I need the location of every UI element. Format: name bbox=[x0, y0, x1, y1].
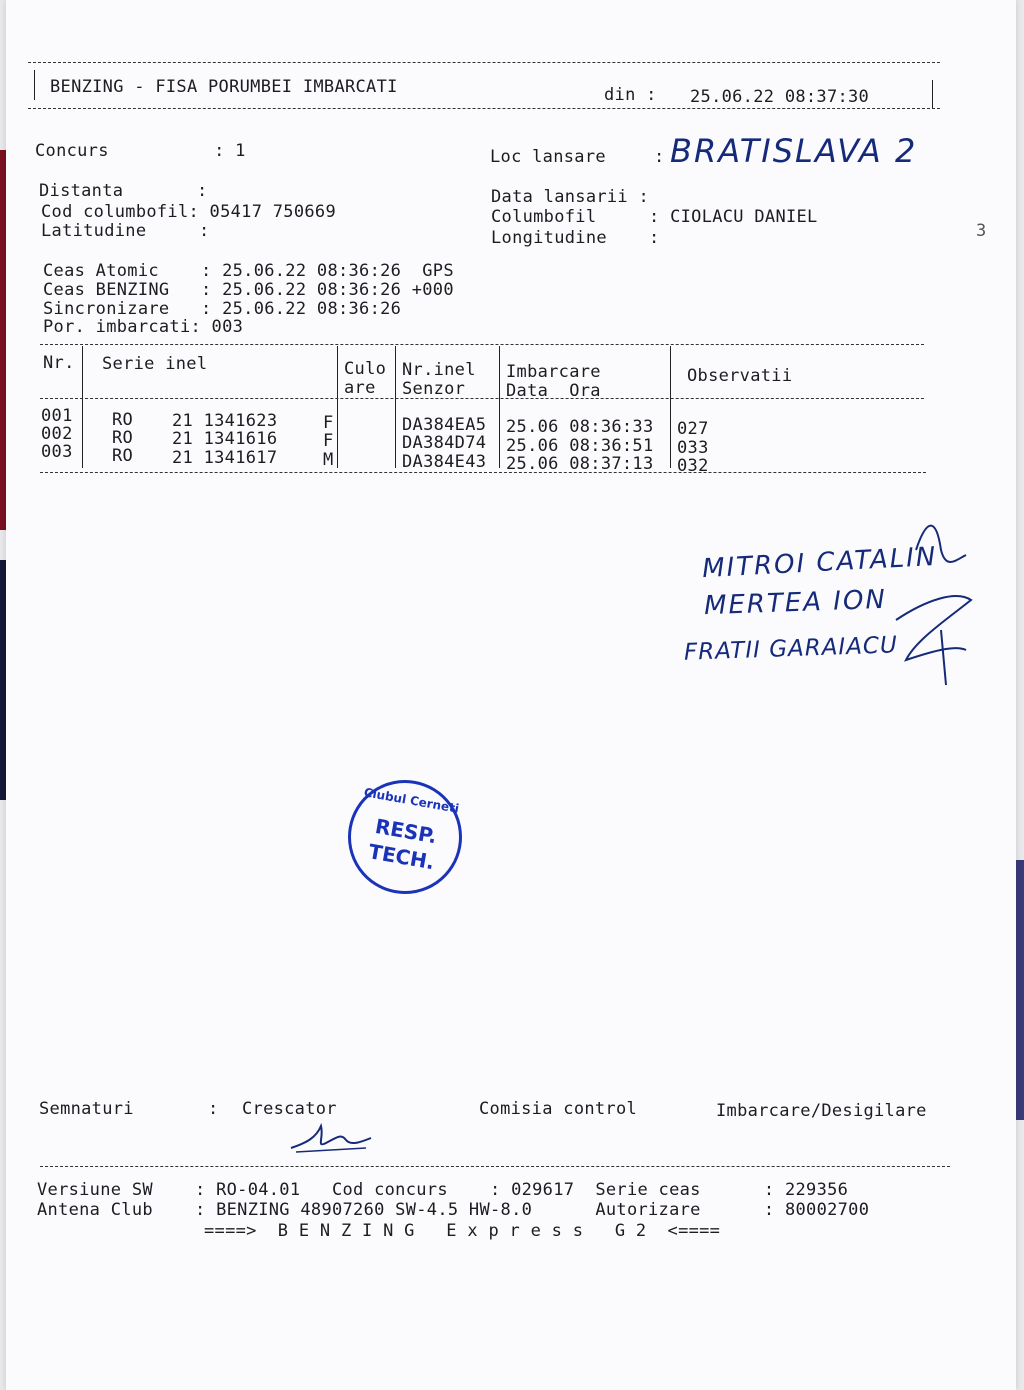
loc-lansare-colon: : bbox=[654, 147, 665, 167]
longitudine-line: Longitudine : bbox=[491, 228, 660, 248]
header-left-border bbox=[34, 70, 35, 100]
header-right-border bbox=[932, 80, 933, 108]
stamp-arc-text: Clubul Cerneti bbox=[362, 785, 461, 816]
header-top-rule bbox=[28, 62, 940, 63]
footer-line-1: Versiune SW : RO-04.01 Cod concurs : 029617 Serie ceas : 229356 bbox=[37, 1180, 849, 1200]
col-header-serie: Serie inel bbox=[102, 354, 208, 374]
footer-line-2: Antena Club : BENZING 48907260 SW-4.5 HW-8.0 Autorizare : 80002700 bbox=[37, 1200, 870, 1220]
semnaturi-label: Semnaturi bbox=[39, 1099, 134, 1119]
table-row-serie: 21 1341617 bbox=[172, 448, 278, 468]
comisia-control-label: Comisia control bbox=[479, 1099, 638, 1119]
table-row-datetime: 25.06 08:36:51 bbox=[506, 436, 654, 456]
table-row-sex: F bbox=[323, 413, 334, 433]
table-row-datetime: 25.06 08:36:33 bbox=[506, 417, 654, 437]
margin-mark: 3 bbox=[976, 221, 987, 241]
date-label: din : bbox=[604, 85, 657, 105]
table-col-divider bbox=[670, 346, 671, 468]
cod-columbofil-line: Cod columbofil: 05417 750669 bbox=[41, 202, 336, 222]
table-row-obs: 027 bbox=[677, 419, 709, 439]
sincronizare-line: Sincronizare : 25.06.22 08:36:26 bbox=[43, 299, 402, 319]
stamp-line-2: TECH. bbox=[366, 839, 437, 875]
table-row-serie: 21 1341616 bbox=[172, 429, 278, 449]
table-row-nr: 001 bbox=[41, 406, 73, 426]
footer-line-3: ====> B E N Z I N G E x p r e s s G 2 <==== bbox=[204, 1221, 721, 1241]
signature-scribble bbox=[886, 510, 986, 700]
col-header-nrinel-1: Nr.inel bbox=[402, 360, 476, 380]
table-row-senzor: DA384D74 bbox=[402, 433, 487, 453]
header-bottom-rule bbox=[28, 108, 940, 109]
handwritten-name-2: MERTEA ION bbox=[703, 584, 888, 622]
table-header-rule bbox=[40, 398, 924, 399]
ceas-atomic-line: Ceas Atomic : 25.06.22 08:36:26 GPS bbox=[43, 261, 454, 281]
col-header-nr: Nr. bbox=[43, 353, 75, 373]
col-header-imbarcare-2: Data Ora bbox=[506, 381, 601, 401]
stamp-line-1: RESP. bbox=[373, 813, 439, 849]
table-col-divider bbox=[337, 346, 338, 468]
col-header-observatii: Observatii bbox=[687, 366, 793, 386]
handwritten-name-1: MITROI CATALIN bbox=[701, 541, 939, 585]
table-col-divider bbox=[82, 346, 83, 468]
table-row-obs: 032 bbox=[677, 456, 709, 476]
por-imbarcati-line: Por. imbarcati: 003 bbox=[43, 317, 244, 337]
table-row-serie: 21 1341623 bbox=[172, 411, 278, 431]
table-row-country: RO bbox=[112, 428, 134, 448]
table-row-senzor: DA384EA5 bbox=[402, 415, 487, 435]
footer-rule bbox=[40, 1166, 950, 1167]
imbarcare-desigilare-label: Imbarcare/Desigilare bbox=[716, 1101, 927, 1121]
table-col-divider bbox=[395, 346, 396, 468]
table-col-divider bbox=[499, 346, 500, 468]
handwritten-name-3: FRATII GARAIACU bbox=[683, 632, 899, 666]
table-row-country: RO bbox=[112, 446, 134, 466]
table-row-nr: 003 bbox=[41, 442, 73, 462]
loc-lansare-label: Loc lansare bbox=[490, 147, 606, 167]
table-top-rule bbox=[40, 344, 924, 345]
col-header-nrinel-2: Senzor bbox=[402, 379, 466, 399]
crescator-label: Crescator bbox=[242, 1099, 337, 1119]
club-stamp bbox=[339, 771, 471, 903]
date-value: 25.06.22 08:37:30 bbox=[690, 87, 870, 107]
col-header-imbarcare-1: Imbarcare bbox=[506, 362, 601, 382]
semnaturi-colon: : bbox=[208, 1099, 219, 1119]
table-row-sex: F bbox=[323, 431, 334, 451]
col-header-culoare-2: are bbox=[344, 378, 376, 398]
distanta-line: Distanta : bbox=[39, 181, 208, 201]
data-lansarii-line: Data lansarii : bbox=[491, 187, 650, 207]
table-row-nr: 002 bbox=[41, 424, 73, 444]
table-row-country: RO bbox=[112, 410, 134, 430]
document-title: BENZING - FISA PORUMBEI IMBARCATI bbox=[50, 77, 398, 97]
ceas-benzing-line: Ceas BENZING : 25.06.22 08:36:26 +000 bbox=[43, 280, 454, 300]
concurs-line: Concurs : 1 bbox=[35, 141, 246, 161]
columbofil-line: Columbofil : CIOLACU DANIEL bbox=[491, 207, 818, 227]
table-bottom-rule bbox=[40, 472, 926, 473]
table-row-senzor: DA384E43 bbox=[402, 452, 487, 472]
table-row-datetime: 25.06 08:37:13 bbox=[506, 454, 654, 474]
latitudine-line: Latitudine : bbox=[41, 221, 210, 241]
col-header-culoare-1: Culo bbox=[344, 359, 387, 379]
document-page bbox=[6, 0, 1016, 1390]
table-row-obs: 033 bbox=[677, 438, 709, 458]
table-row-sex: M bbox=[323, 450, 334, 470]
crescator-signature bbox=[286, 1118, 376, 1158]
loc-lansare-handwritten: BRATISLAVA 2 bbox=[670, 132, 918, 170]
